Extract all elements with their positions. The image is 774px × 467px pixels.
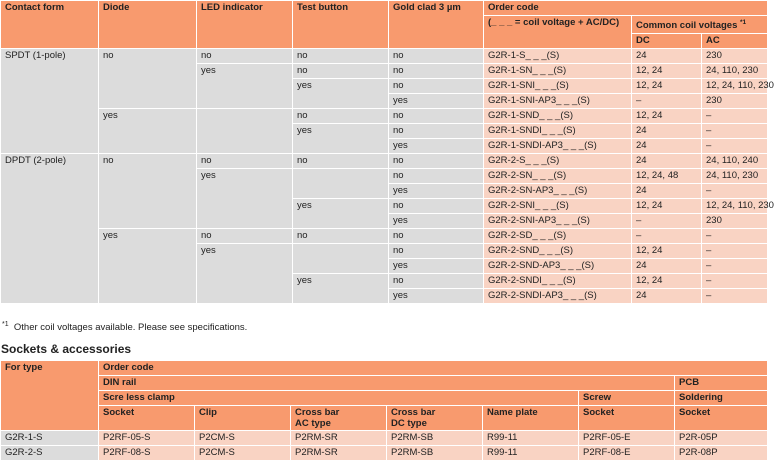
order-code: G2R-2-SNDI_ _ _(S) [484,274,632,289]
led-cell: yes [197,244,293,304]
header-din-rail: DIN rail [99,376,675,391]
socket-code: P2RF-08-S [99,446,195,461]
dc-value: 24 [632,154,702,169]
gold-cell: no [389,64,484,79]
dc-value: – [632,94,702,109]
dc-value: 12, 24, 48 [632,169,702,184]
pcb-socket-code: P2R-08P [675,446,768,461]
socket-code: P2RF-05-S [99,431,195,446]
header-order-code: Order code [99,361,768,376]
order-code: G2R-2-S_ _ _(S) [484,154,632,169]
order-code: G2R-1-SNI-AP3_ _ _(S) [484,94,632,109]
test-cell: no [293,109,389,124]
gold-cell: no [389,199,484,214]
cross-ac-code: P2RM-SR [291,431,387,446]
gold-cell: no [389,169,484,184]
ac-value: 12, 24, 110, 230 [702,199,768,214]
dc-value: 12, 24 [632,64,702,79]
header-diode: Diode [99,1,197,49]
ac-value: – [702,139,768,154]
led-cell: yes [197,64,293,109]
gold-cell: no [389,49,484,64]
dc-value: 12, 24 [632,274,702,289]
led-cell [197,109,293,154]
clip-code: P2CM-S [195,446,291,461]
ac-value: – [702,109,768,124]
name-plate-code: R99-11 [483,446,579,461]
footnote-mark: *1 [2,321,9,328]
ac-value: – [702,244,768,259]
header-name-plate: Name plate [483,406,579,431]
header-common-coil: Common coil voltages $^{*1}$ [632,16,768,34]
dc-value: 12, 24 [632,199,702,214]
gold-cell: no [389,124,484,139]
ac-value: – [702,274,768,289]
diode-cell: yes [99,229,197,304]
gold-cell: no [389,79,484,94]
ac-value: 230 [702,214,768,229]
header-order-code: Order code [484,1,768,16]
test-cell [293,244,389,274]
gold-cell: no [389,109,484,124]
header-screwless-clamp: Scre less clamp [99,391,579,406]
ac-value: – [702,289,768,304]
dc-value: 24 [632,139,702,154]
gold-cell: yes [389,139,484,154]
order-code: G2R-2-SND-AP3_ _ _(S) [484,259,632,274]
header-pcb: PCB [675,376,768,391]
group-dpdt: DPDT (2-pole) [1,154,99,304]
gold-cell: yes [389,289,484,304]
cross-dc-code: P2RM-SB [387,446,483,461]
header-screw: Screw [579,391,675,406]
dc-value: 12, 24 [632,244,702,259]
dc-value: 12, 24 [632,109,702,124]
test-cell: yes [293,124,389,154]
test-cell: no [293,49,389,64]
ac-value: 24, 110, 240 [702,154,768,169]
sockets-table [0,360,768,461]
dc-value: 12, 24 [632,79,702,94]
header-coil-note: (_ _ _ = coil voltage + AC/DC) [484,16,632,49]
dc-value: – [632,229,702,244]
group-spdt: SPDT (1-pole) [1,49,99,154]
order-code: G2R-2-SND_ _ _(S) [484,244,632,259]
pcb-socket-code: P2R-05P [675,431,768,446]
ac-value: 230 [702,94,768,109]
order-code: G2R-1-SNDI-AP3_ _ _(S) [484,139,632,154]
ac-value: 12, 24, 110, 230 [702,79,768,94]
header-cross-bar-dc: Cross bar DC type [387,406,483,431]
sockets-section-title: Sockets & accessories [1,342,132,356]
gold-cell: no [389,274,484,289]
header-cross-bar-ac: Cross bar AC type [291,406,387,431]
footnote-ref: *1 [740,19,747,26]
header-for-type: For type [1,361,99,431]
footnote-text: Other coil voltages available. Please see specifications. [13,322,248,334]
header-soldering: Soldering [675,391,768,406]
dc-value: – [632,214,702,229]
cross-dc-code: P2RM-SB [387,431,483,446]
ac-value: – [702,124,768,139]
dc-value: 24 [632,259,702,274]
dc-value: 24 [632,184,702,199]
dc-value: 24 [632,49,702,64]
header-ac: AC [702,34,768,49]
header-socket: Socket [99,406,195,431]
order-code: G2R-2-SD_ _ _(S) [484,229,632,244]
ac-value: – [702,184,768,199]
order-code: G2R-2-SN-AP3_ _ _(S) [484,184,632,199]
order-code: G2R-1-SND_ _ _(S) [484,109,632,124]
name-plate-code: R99-11 [483,431,579,446]
order-code: G2R-1-S_ _ _(S) [484,49,632,64]
gold-cell: no [389,154,484,169]
test-cell [293,169,389,199]
ac-value: – [702,259,768,274]
cross-ac-code: P2RM-SR [291,446,387,461]
screw-socket-code: P2RF-05-E [579,431,675,446]
order-code: G2R-1-SN_ _ _(S) [484,64,632,79]
header-dc: DC [632,34,702,49]
led-cell: no [197,229,293,244]
test-cell: no [293,229,389,244]
diode-cell: yes [99,109,197,154]
diode-cell: no [99,154,197,229]
test-cell: yes [293,79,389,109]
led-cell: no [197,154,293,169]
gold-cell: yes [389,259,484,274]
header-clip: Clip [195,406,291,431]
gold-cell: yes [389,214,484,229]
header-screw-socket: Socket [579,406,675,431]
header-led-indicator: LED indicator [197,1,293,49]
order-code: G2R-2-SNDI-AP3_ _ _(S) [484,289,632,304]
order-code: G2R-1-SNI_ _ _(S) [484,79,632,94]
header-gold-clad: Gold clad 3 µm [389,1,484,49]
header-contact-form: Contact form [1,1,99,49]
test-cell: no [293,154,389,169]
screw-socket-code: P2RF-08-E [579,446,675,461]
footnote [2,321,247,333]
order-code: G2R-1-SNDI_ _ _(S) [484,124,632,139]
type-cell: G2R-2-S [1,446,99,461]
ac-value: 230 [702,49,768,64]
clip-code: P2CM-S [195,431,291,446]
header-test-button: Test button [293,1,389,49]
test-cell: no [293,64,389,79]
gold-cell: yes [389,184,484,199]
header-pcb-socket: Socket [675,406,768,431]
ac-value: 24, 110, 230 [702,64,768,79]
dc-value: 24 [632,124,702,139]
diode-cell: no [99,49,197,109]
order-code: G2R-2-SN_ _ _(S) [484,169,632,184]
test-cell: yes [293,274,389,304]
test-cell: yes [293,199,389,229]
ac-value: – [702,229,768,244]
gold-cell: no [389,229,484,244]
order-code: G2R-2-SNI_ _ _(S) [484,199,632,214]
gold-cell: no [389,244,484,259]
ac-value: 24, 110, 230 [702,169,768,184]
dc-value: 24 [632,289,702,304]
gold-cell: yes [389,94,484,109]
type-cell: G2R-1-S [1,431,99,446]
led-cell: yes [197,169,293,229]
order-code: G2R-2-SNI-AP3_ _ _(S) [484,214,632,229]
led-cell: no [197,49,293,64]
